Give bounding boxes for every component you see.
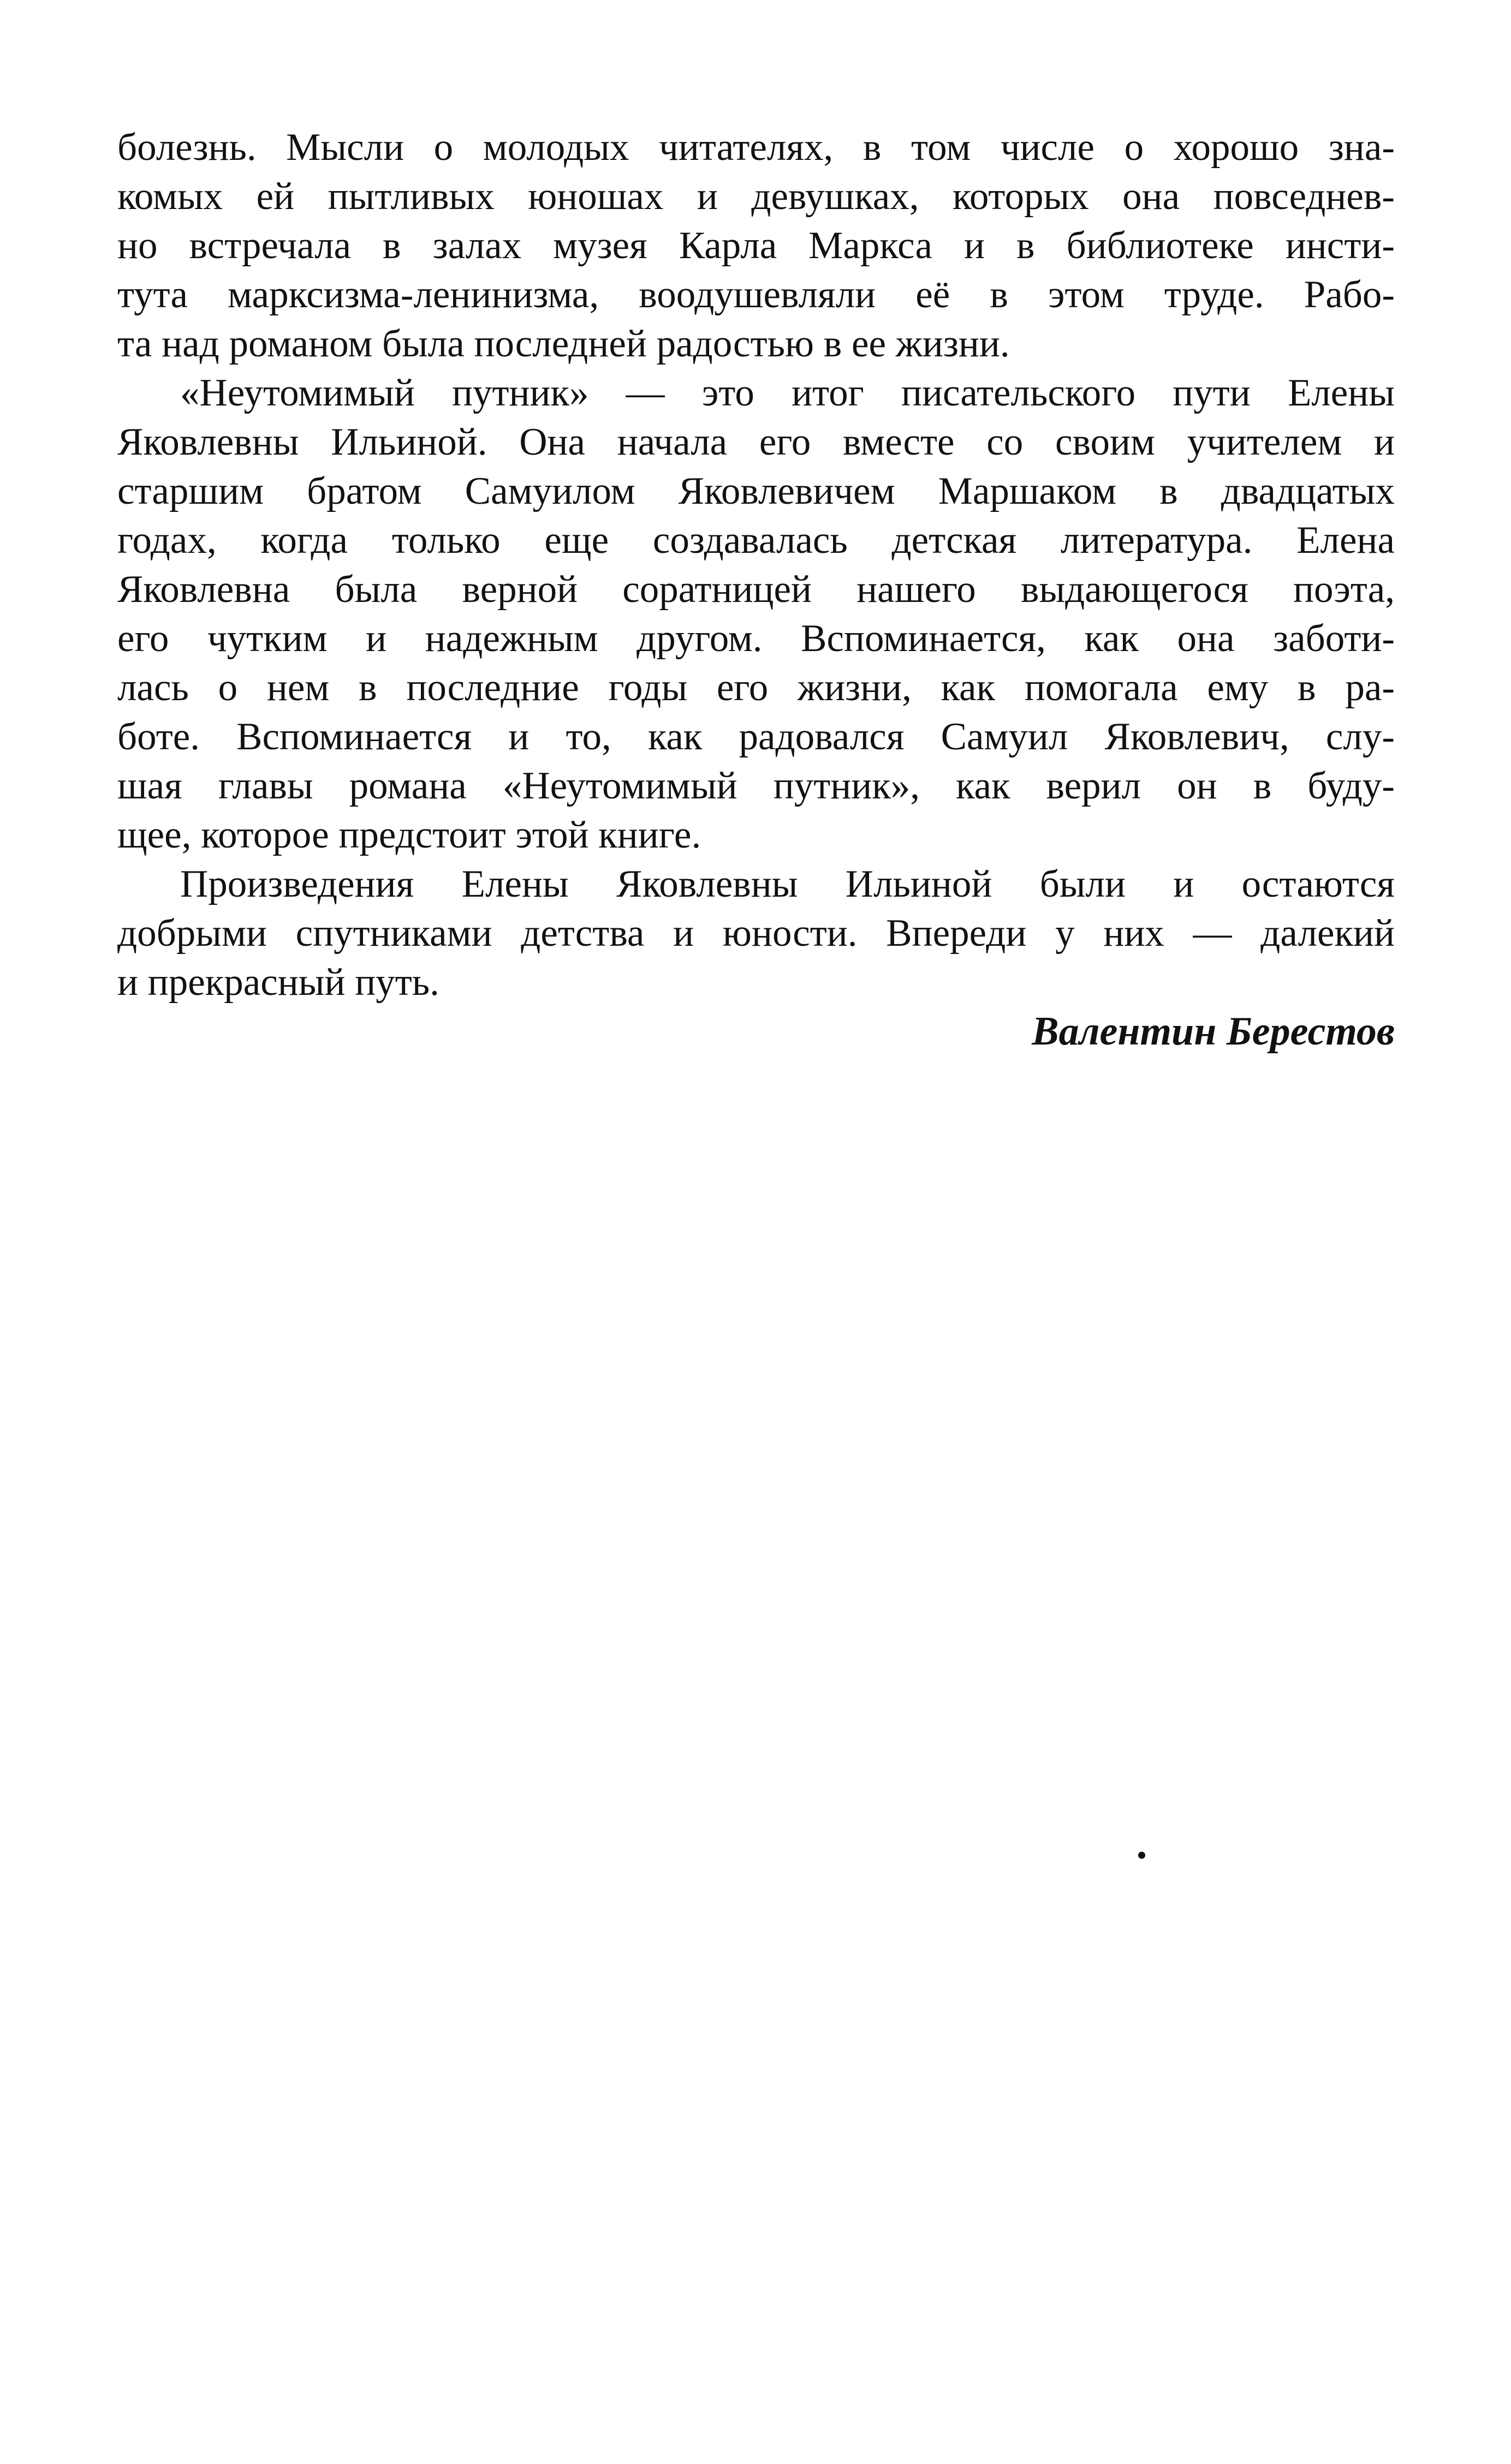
author-signature: Валентин Берестов [1032, 1009, 1395, 1054]
text-line: добрыми спутниками детства и юности. Впереди у них — далекий [117, 912, 1395, 954]
text-line: Яковлевны Ильиной. Она начала его вместе со своим учителем и [117, 421, 1395, 463]
text-line: боте. Вспоминается и то, как радовался Самуил Яковлевич, слу- [117, 715, 1395, 758]
text-line: и прекрасный путь. [117, 961, 439, 1004]
text-line: «Неутомимый путник» — это итог писательского пути Елены [180, 372, 1395, 414]
text-line: тута марксизма-ленинизма, воодушевляли её в этом труде. Рабо- [117, 273, 1395, 316]
print-dot [1138, 1852, 1145, 1859]
text-line: болезнь. Мысли о молодых читателях, в том числе о хорошо зна- [117, 126, 1395, 169]
text-line: годах, когда только еще создавалась детская литература. Елена [117, 519, 1395, 562]
text-line: но встречала в залах музея Карла Маркса и в библиотеке инсти- [117, 224, 1395, 267]
text-line: Яковлевна была верной соратницей нашего выдающегося поэта, [117, 568, 1395, 611]
text-line: шая главы романа «Неутомимый путник», как верил он в буду- [117, 765, 1395, 807]
body-text [117, 123, 1395, 1007]
text-line: комых ей пытливых юношах и девушках, которых она повседнев- [117, 175, 1395, 218]
text-line: старшим братом Самуилом Яковлевичем Маршаком в двадцатых [117, 470, 1395, 512]
text-line: лась о нем в последние годы его жизни, как помогала ему в ра- [117, 666, 1395, 709]
text-line: его чутким и надежным другом. Вспоминается, как она заботи- [117, 617, 1395, 660]
text-line: щее, которое предстоит этой книге. [117, 814, 701, 856]
text-line: Произведения Елены Яковлевны Ильиной были и остаются [180, 863, 1395, 905]
text-line: та над романом была последней радостью в ее жизни. [117, 323, 1010, 365]
